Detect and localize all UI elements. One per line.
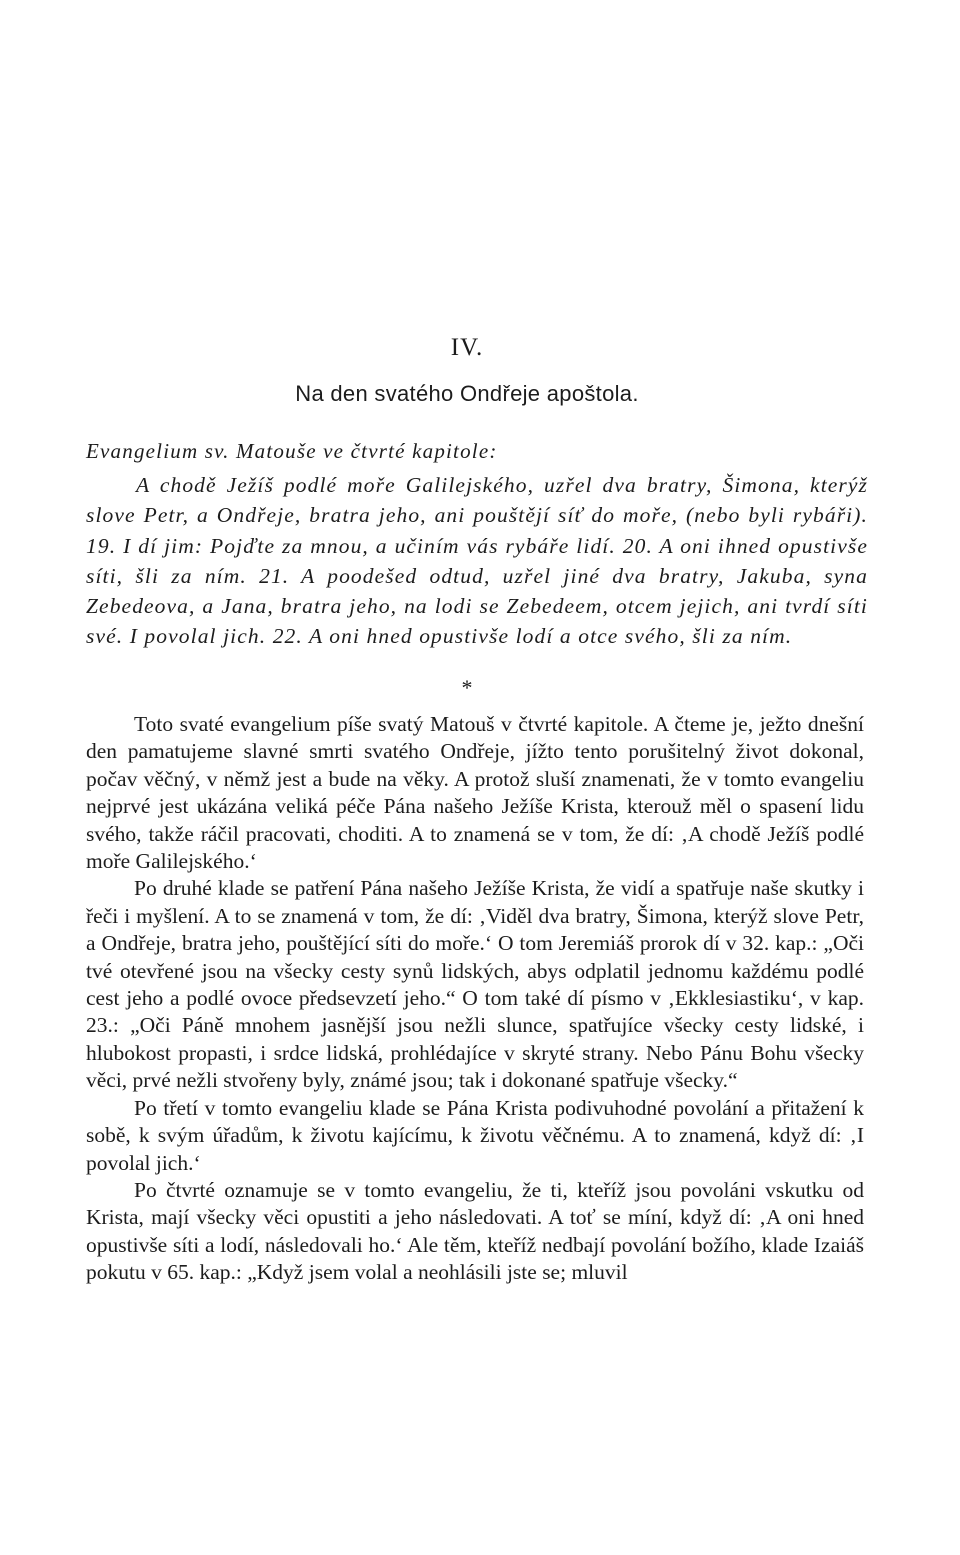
commentary-paragraph: Po třetí v tomto evangeliu klade se Pána Krista podivuhodné povolání a přitažení k sobě, k svým úřadům, k životu kajícímu, k životu věčnému. A to znamená, když dí: ‚I povolal jich.‘	[86, 1095, 864, 1175]
gospel-text: A chodě Ježíš podlé moře Galilejského, uzřel dva bratry, Šimona, kterýž slove Petr, a Ondřeje, bratra jeho, ani pouštějí síť do moře, (nebo byli rybáři). 19. I dí jim: Pojďte za mnou, a učiním vás rybáře lidí. 20. A oni ihned opustivše síti, šli za ním. 21. A poodešed odtud, uzřel jiné dva bratry, Jakuba, syna Zebedeova, a Jana, bratra jeho, na lodi se Zebedeem, otcem jejich, ani tvrdí síti své. I povolal jich. 22. A oni hned opustivše lodí a otce svého, šli za ním.	[86, 473, 868, 649]
gospel-intro: Evangelium sv. Matouše ve čtvrté kapitole:	[86, 439, 498, 463]
commentary-paragraph: Po druhé klade se patření Pána našeho Ježíše Krista, že vidí a spatřuje naše skutky i řeči i myšlení. A to se znamená v tom, že dí: ‚Viděl dva bratry, Šimona, kterýž slove Petr, a Ondřeje, bratra jeho, pouštějící síti do moře.‘ O tom Jeremiáš prorok dí v 32. kap.: „Oči tvé otevřené jsou na všecky cesty synů lidských, abys odplatil jednomu každému podlé cest jeho a podlé ovoce předsevzetí jeho.“ O tom také dí písmo v ‚Ekklesiastiku‘, v kap. 23.: „Oči Páně mnohem jasnější jsou nežli slunce, spatřujíce všecky cesty lidské, i hlubokost propasti, i srdce lidská, prohlédajíce v skryté strany. Nebo Pánu Bohu všecky věci, prvé nežli stvořeny byly, známé jsou; tak i dokonané spatřuje všecky.“	[86, 876, 864, 1093]
section-separator: *	[461, 675, 473, 700]
chapter-number: IV.	[450, 334, 484, 361]
commentary-paragraph: Po čtvrté oznamuje se v tomto evangeliu, že ti, kteříž jsou povoláni vskutku od Krista, mají všecky věci opustiti a jeho následovati. A toť se míní, když dí: ‚A oni hned opustivše síti a lodí, následovali ho.‘ Ale těm, kteříž nedbají povolání božího, klade Izaiáš pokutu v 65. kap.: „Když jsem volal a neohlásili jste se; mluvil	[86, 1177, 864, 1285]
commentary-paragraph: Toto svaté evangelium píše svatý Matouš v čtvrté kapitole. A čteme je, ježto dnešní den pamatujeme slavné smrti svatého Ondřeje, jížto tento porušitelný život dokonal, počav věčný, v němž jest a bude na věky. A protož sluší znamenati, že v tomto evangeliu nejprvé jest ukázána veliká péče Pána našeho Ježíše Krista, kterouž měl o spasení lidu svého, takže ráčil pracovati, choditi. A to znamená se v tom, že dí: ‚A chodě Ježíš podlé moře Galilejského.‘	[86, 712, 864, 874]
chapter-title: Na den svatého Ondřeje apoštola.	[295, 381, 639, 406]
commentary	[86, 711, 864, 1287]
